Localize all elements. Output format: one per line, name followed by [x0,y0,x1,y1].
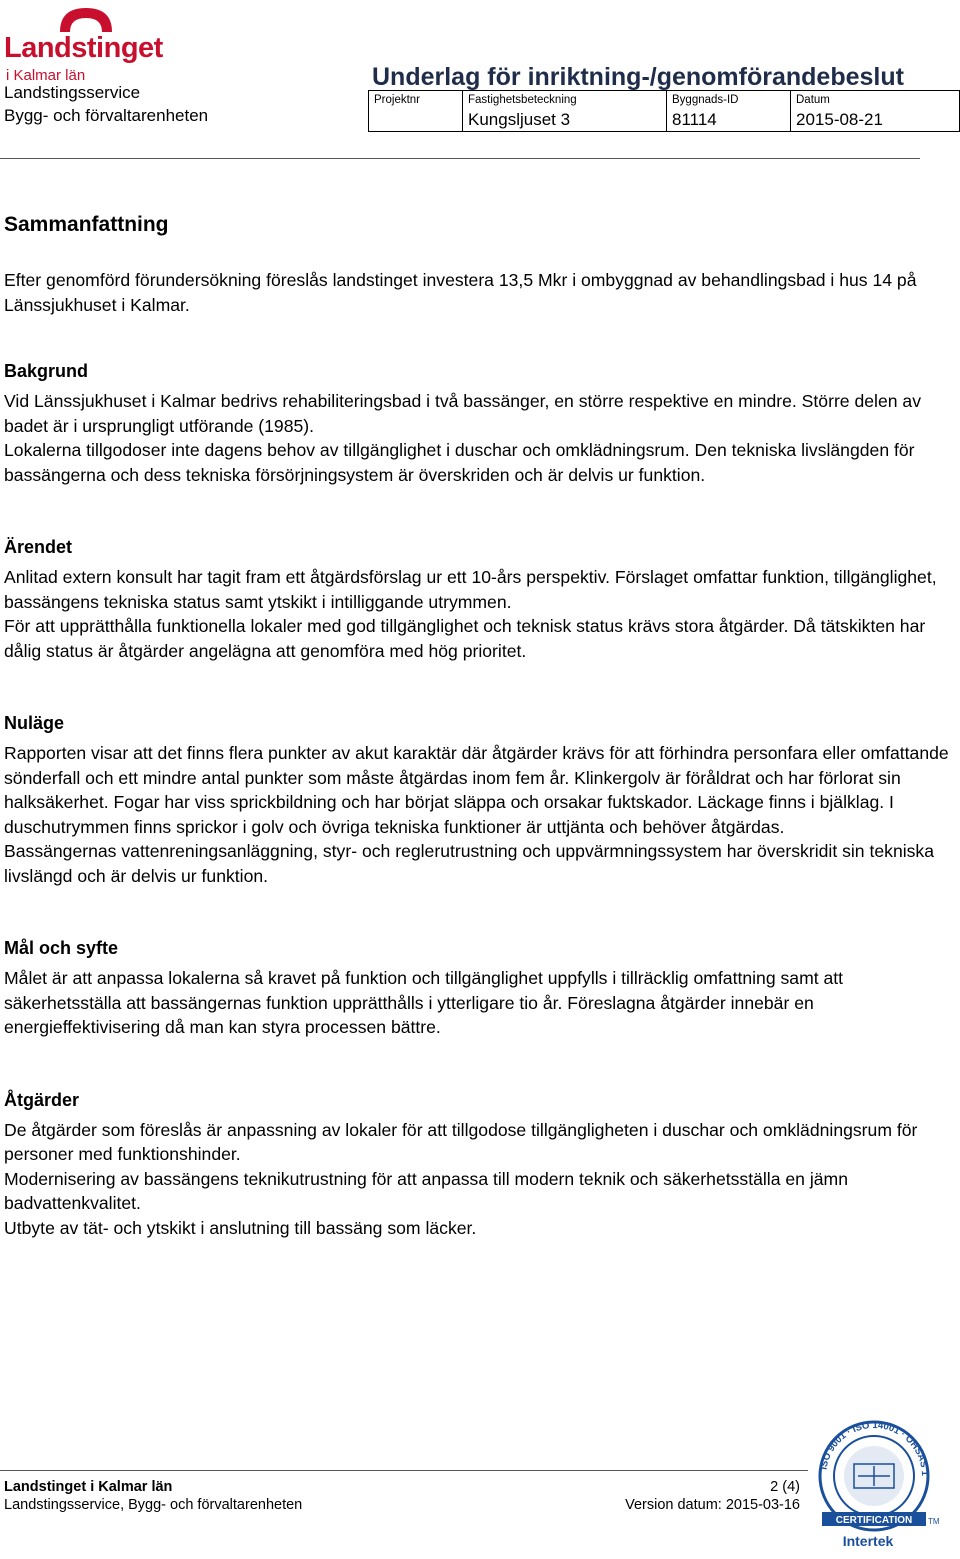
footer-divider [0,1470,808,1471]
footer-org: Landstinget i Kalmar län [4,1479,173,1495]
section-heading: Nuläge [4,713,65,733]
section-heading: Bakgrund [4,361,89,381]
summary-text: Efter genomförd förundersökning föreslås landstinget investera 13,5 Mkr i ombyggnad av behandlingsbad i hus 14 på Länssjukhuset i Kalmar. [4,270,917,315]
meta-value: 81114 [672,110,717,129]
meta-label: Datum [796,94,830,106]
document-title: Underlag för inriktning-/genomförandebeslut [372,63,904,91]
cert-label: CERTIFICATION [835,1515,913,1526]
section-heading: Ärendet [4,537,73,557]
page-number: 2 (4) [770,1479,800,1495]
logo-subline: i Kalmar län [6,67,86,84]
section-4 [4,1088,949,1241]
summary-heading: Sammanfattning [4,213,169,236]
section-paragraph: Anlitad extern konsult har tagit fram ett åtgärdsförslag ur ett 10-års perspektiv. Förslaget omfattar funktion, tillgänglighet, bassängens tekniska status samt ytskikt i intilliggande utrymmen. [4,567,937,612]
cert-ring-text: ISO 9001 · ISO 14001 · OHSAS 1 [818,1419,931,1477]
section-heading: Åtgärder [4,1089,80,1110]
meta-datum [790,91,959,131]
document-body [4,212,949,1288]
section-paragraph: De åtgärder som föreslås är anpassning av lokaler för att tillgodose tillgängligheten i duschar och omklädningsrum för personer med funktionshinder. [4,1119,918,1164]
org-department: Bygg- och förvaltarenheten [4,106,209,125]
section-paragraph: Bassängernas vattenreningsanläggning, styr- och reglerutrustning och uppvärmningssystem har överskridit sin tekniska livslängd och är delvis ur funktion. [4,841,935,886]
meta-label: Byggnads-ID [672,94,739,106]
org-unit: Landstingsservice [4,83,141,102]
certification-seal-icon [814,1418,940,1554]
meta-fastighet [462,91,666,131]
section-1 [4,535,949,663]
footer-unit: Landstingsservice, Bygg- och förvaltarenheten [4,1497,303,1513]
section-3 [4,936,949,1040]
section-paragraph: Målet är att anpassa lokalerna så kravet på funktion och tillgänglighet uppfylls i tillräcklig omfattning samt att säkerhetsställa att bassängernas funktion upprätthålls i ytterligare tio år. Föreslagna åtgärder innebär en energieffektivisering då man kan styra processen bättre. [4,968,844,1037]
section-0 [4,359,949,487]
meta-value: 2015-08-21 [796,110,883,129]
header-divider [0,158,920,159]
section-paragraph: Rapporten visar att det finns flera punkter av akut karaktär där åtgärder krävs för att förhindra personfara eller omfattande sönderfall och ett mindre antal punkter som måste åtgärdas inom fem år. Klinkergolv är föråldrat och har förlorat sin halksäkerhet. Fogar har viss sprickbildning och har börjat släppa och orsakar fuktskador. Läckage finns i bjälklag. I duschutrymmen finns sprickor i golv och övriga tekniska funktioner är uttjänta och behöver åtgärdas. [4,743,949,837]
section-paragraph: För att upprätthålla funktionella lokaler med god tillgänglighet och teknisk status krävs stora åtgärder. Då tätskikten har dålig status är åtgärder angelägna att genomföra med hög prioritet. [4,616,926,661]
section-2 [4,711,949,888]
metadata-table [368,90,960,132]
meta-byggnad [666,91,790,131]
summary-section [4,268,949,317]
cert-tm: TM [928,1517,940,1526]
cert-brand: Intertek [842,1533,894,1549]
section-paragraph: Utbyte av tät- och ytskikt i anslutning till bassäng som läcker. [4,1217,477,1238]
section-heading: Mål och syfte [4,938,119,958]
meta-value: Kungsljuset 3 [468,110,571,129]
certification-seal [814,1418,940,1554]
meta-label: Projektnr [374,94,421,106]
meta-projektnr [369,91,462,131]
meta-label: Fastighetsbeteckning [468,94,577,106]
section-paragraph: Lokalerna tillgodoser inte dagens behov av tillgänglighet i duschar och omklädningsrum. Den tekniska livslängden för bassängerna och dess tekniska försörjningsystem är överskriden och är delvis ur funktion. [4,440,915,485]
version-date: Version datum: 2015-03-16 [625,1497,800,1513]
section-paragraph: Vid Länssjukhuset i Kalmar bedrivs rehabiliteringsbad i två bassänger, en större respektive en mindre. Större delen av badet är i ursprungligt utförande (1985). [4,391,921,436]
section-paragraph: Modernisering av bassängens teknikutrustning för att anpassa till modern teknik och säkerhetsställa en jämn badvattenkvalitet. [4,1168,848,1213]
logo-wordmark: Landstinget [4,32,163,64]
landstinget-logo [4,4,163,86]
logo-arch-icon [56,4,116,34]
sections [4,359,949,1240]
